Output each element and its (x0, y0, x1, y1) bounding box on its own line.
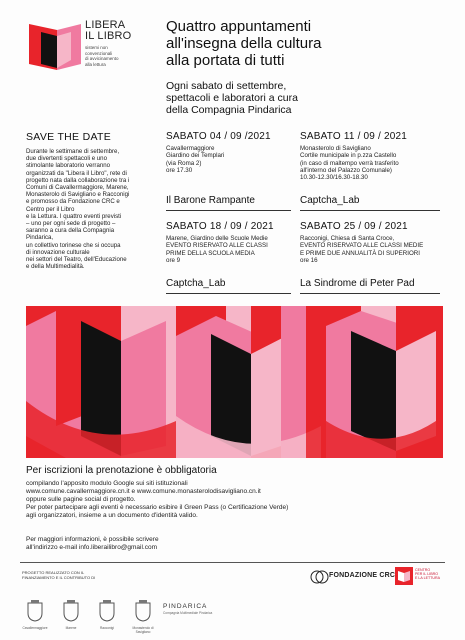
event-card-2 (300, 131, 444, 181)
event-detail-line: Marene, Giardino delle Scuole Medie (166, 235, 268, 242)
event-detail-line: Cortile municipale in p.zza Castello (300, 152, 397, 160)
crest-label: Cavallermaggiore (22, 626, 48, 630)
funding-note-line: PROGETTO REALIZZATO CON IL (22, 570, 85, 575)
event-details (166, 235, 310, 264)
pindarica-logo: PINDARICA (163, 603, 208, 610)
event-detail-line: ore 17.30 (166, 166, 193, 174)
footer-divider (20, 562, 445, 563)
body-line: progetto nata dalla collaborazione tra i (26, 176, 130, 184)
event-details (300, 235, 455, 264)
event-card-1 (166, 131, 310, 174)
body-line: nei settori del Teatro, dell'Educazione (26, 256, 127, 264)
event-detail-line: E PRIME DUE ANNUALITÀ DI SUPERIORI (300, 249, 420, 257)
body-line: – uno per ogni sede di progetto – (26, 220, 116, 228)
registration-title: Per iscrizioni la prenotazione è obbligatoria (26, 465, 217, 476)
registration-body (26, 480, 446, 520)
funding-note-line: FINANZIAMENTO E IL CONTRIBUTO DI (22, 575, 96, 580)
event-detail-line: EVENTO RISERVATO ALLE CLASSI (166, 242, 268, 250)
event-detail-line: Racconigi, Chiesa di Santa Croce, (300, 235, 395, 242)
logo-subtitle: sistemi non convenzionali di avvicinamento alla lettura (85, 45, 119, 67)
event-detail-line: (via Roma 2) (166, 159, 202, 167)
subhead-line: spettacoli e laboratori a cura (166, 92, 298, 104)
body-line: oppure sulle pagine social di progetto. (26, 496, 136, 503)
event-details (166, 145, 310, 174)
event-details (300, 145, 444, 181)
centro-label-line: CENTRO (415, 568, 431, 572)
body-line: un collettivo torinese che si occupa (26, 241, 121, 249)
body-line: saranno a cura della Compagnia (26, 227, 115, 235)
body-line: Per maggiori informazioni, è possibile scrivere (26, 536, 159, 543)
body-line: due divertenti spettacoli e uno (26, 155, 107, 163)
libera-il-libro-logo (27, 20, 83, 72)
crest-label: Marene (65, 626, 77, 630)
body-line: e la Lettura. I quattro eventi previsti (26, 212, 122, 220)
event-detail-line: EVENTO RISERVATO ALLE CLASSI MEDIE (300, 242, 424, 250)
centro-label-line: E LA LETTURA (415, 576, 440, 581)
cavallermaggiore-crest-icon (26, 600, 44, 622)
event-title: La Sindrome di Peter Pad (300, 278, 415, 289)
body-line: www.comune.cavallermaggiore.cn.it e www.comune.monasterolodisavigliano.cn.it (26, 488, 261, 495)
divider (300, 210, 440, 211)
event-detail-line: Cavallermaggiore (166, 145, 215, 152)
racconigi-crest-icon (98, 600, 116, 622)
event-detail-line: 10.30-12.30/16.30-18.30 (300, 174, 368, 182)
event-title: Captcha_Lab (300, 195, 360, 206)
headline-line: Quattro appuntamenti (166, 18, 312, 35)
divider (166, 293, 291, 294)
event-card-3 (166, 221, 310, 264)
body-line: compilando l'apposito modulo Google sui siti istituzionali (26, 480, 188, 487)
body-line: organizzati da "Libera il Libro", rete di (26, 169, 127, 177)
monasterolo-crest-icon (134, 600, 152, 622)
pindarica-subtitle: Compagnia Multimediale Pindarica (163, 611, 213, 615)
event-date: SABATO 25 / 09 / 2021 (300, 221, 408, 232)
divider (300, 293, 440, 294)
headline (166, 18, 456, 69)
fondazione-crc-label: FONDAZIONE CRC (329, 572, 396, 579)
event-title: Il Barone Rampante (166, 195, 255, 206)
subhead (166, 80, 406, 116)
event-date: SABATO 11 / 09 / 2021 (300, 131, 408, 142)
event-detail-line: Giardino dei Templari (166, 152, 225, 160)
body-line: Centro per il Libro (26, 205, 75, 213)
event-detail-line: (in caso di maltempo verrà trasferito (300, 159, 399, 167)
event-detail-line: ore 16 (300, 256, 318, 264)
headline-line: alla portata di tutti (166, 52, 285, 69)
event-detail-line: ore 9 (166, 256, 181, 264)
event-date: SABATO 18 / 09 / 2021 (166, 221, 274, 232)
body-line: Per poter partecipare agli eventi è necessario esibire il Green Pass (o Certificazione Verde) (26, 504, 289, 511)
logo-title-line-2: IL LIBRO (85, 30, 132, 42)
decorative-banner (26, 306, 443, 458)
subhead-line: Ogni sabato di settembre, (166, 80, 287, 92)
geometric-artwork (26, 306, 443, 458)
body-line: Monasterolo di Savigliano e Racconigi (26, 191, 130, 199)
body-line: Durante le settimane di settembre, (26, 148, 120, 155)
event-title: Captcha_Lab (166, 278, 226, 289)
event-detail-line: Monasterolo di Savigliano (300, 145, 371, 152)
body-line: agli organizzatori, insieme a un documento d'identità valido. (26, 512, 198, 519)
event-detail-line: PRIME DELLA SCUOLA MEDIA (166, 249, 255, 257)
save-the-date-body (26, 148, 158, 270)
crest-label: Racconigi (100, 626, 114, 630)
marene-crest-icon (62, 600, 80, 622)
centro-per-il-libro-logo (395, 567, 443, 587)
subhead-line: della Compagnia Pindarica (166, 104, 292, 116)
funding-note (22, 570, 132, 580)
body-line: e promosso da Fondazione CRC e (26, 198, 120, 206)
crest-label: Monasterolo di Savigliano (132, 626, 154, 634)
logo-text (85, 20, 155, 67)
body-line: e della Multimedialità. (26, 263, 85, 271)
event-detail-line: all'interno del Palazzo Comunale) (300, 166, 392, 174)
headline-line: all'insegna della cultura (166, 35, 322, 52)
event-card-4 (300, 221, 455, 264)
divider (166, 210, 291, 211)
contact-info (26, 536, 446, 552)
logo-title-line-1: LIBERA (85, 19, 126, 31)
centro-libro-label (415, 568, 440, 581)
body-line: Pindarica, (26, 234, 54, 242)
body-line: all'indirizzo e-mail info.liberailibro@gmail.com (26, 544, 158, 551)
body-line: Comuni di Cavallermaggiore, Marene, (26, 184, 129, 192)
centro-libro-icon (395, 567, 413, 585)
save-the-date-title: SAVE THE DATE (26, 131, 112, 143)
event-date: SABATO 04 / 09 /2021 (166, 131, 271, 142)
centro-label-line: PER IL LIBRO (415, 572, 439, 577)
body-line: stimolante laboratorio verranno (26, 162, 111, 170)
body-line: di innovazione culturale (26, 248, 90, 256)
